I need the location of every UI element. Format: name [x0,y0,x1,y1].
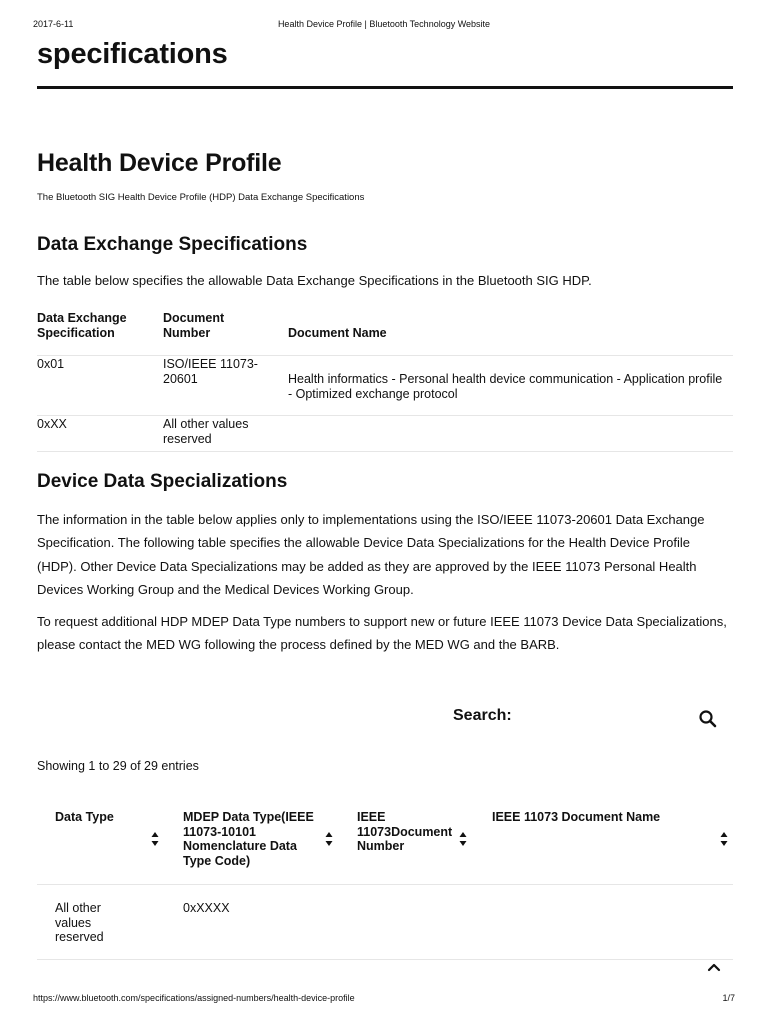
page-subtitle: The Bluetooth SIG Health Device Profile (HDP) Data Exchange Specifications [37,192,365,203]
chevron-up-icon[interactable] [706,960,722,972]
table-header-row [37,800,733,885]
sort-icon[interactable] [720,831,728,847]
section-divider [37,86,733,89]
table-row [37,356,733,416]
print-url: https://www.bluetooth.com/specifications/assigned-numbers/health-device-profile [33,993,355,1003]
cell-spec: 0xXX [37,417,67,431]
sort-icon[interactable] [151,831,159,847]
data-exchange-heading: Data Exchange Specifications [37,234,308,255]
cell-data-type: All other values reserved [55,901,104,944]
cell-doc-number: ISO/IEEE 11073-20601 [163,357,258,386]
section-title: specifications [37,38,228,70]
entries-info: Showing 1 to 29 of 29 entries [37,759,199,773]
data-exchange-intro: The table below specifies the allowable Data Exchange Specifications in the Bluetooth SIG HDP. [37,273,592,288]
sort-icon[interactable] [459,831,467,847]
col-header-doc-number[interactable]: IEEE 11073Document Number [357,810,453,853]
cell-doc-number: All other values reserved [163,417,249,446]
col-header-data-type[interactable]: Data Type [55,810,114,824]
sort-icon[interactable] [325,831,333,847]
col-header-mdep-type[interactable]: MDEP Data Type(IEEE 11073-10101 Nomenclature Data Type Code) [183,810,314,868]
cell-mdep-type: 0xXXXX [183,901,230,915]
col-header-doc-name: Document Name [288,326,387,340]
table-row [37,416,733,452]
print-header [0,19,768,33]
search-label: Search: [453,707,512,724]
cell-spec: 0x01 [37,357,65,371]
table-row [37,885,733,960]
device-data-heading: Device Data Specializations [37,471,288,492]
col-header-doc-name[interactable]: IEEE 11073 Document Name [492,810,661,824]
search-icon[interactable] [697,708,719,730]
print-date: 2017-6-11 [33,19,74,29]
device-data-paragraph-2: To request additional HDP MDEP Data Type numbers to support new or future IEEE 11073 Device Data Specializations, please contact the MED WG following the process defined by the MED WG and the BARB. [37,614,727,653]
table-header-row [37,306,733,356]
col-header-doc-number: Document Number [163,311,225,340]
device-data-paragraph-1: The information in the table below applies only to implementations using the ISO/IEEE 11073-20601 Data Exchange Specification. The following table specifies the allowable Device Data Specializations for the Health Device Profile (HDP). Other Device Data Specializations may be added as they are approved by the IEEE 11073 Personal Health Devices Working Group and the Medical Devices Working Group. [37,512,705,597]
page-title: Health Device Profile [37,149,282,177]
page-number: 1/7 [722,993,735,1003]
cell-doc-name: Health informatics - Personal health device communication - Application profile - Optimized exchange protocol [288,372,723,401]
col-header-spec: Data Exchange Specification [37,311,127,340]
print-title: Health Device Profile | Bluetooth Technology Website [277,19,491,29]
